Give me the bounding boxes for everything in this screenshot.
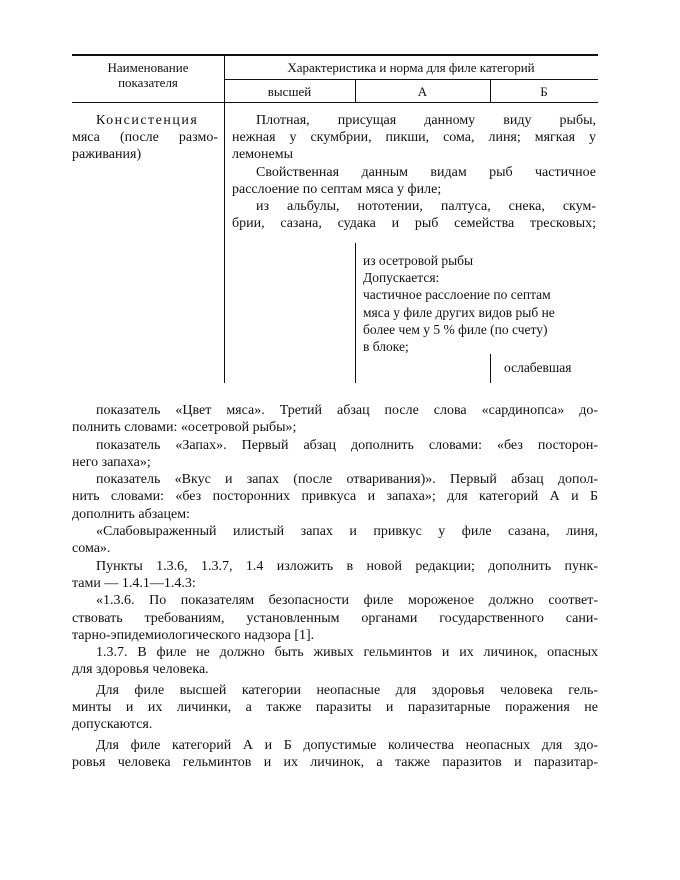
header-divider (224, 79, 598, 80)
text-line: ровья человека гельминтов и их личинок, а также паразитов и паразитар- (72, 754, 598, 770)
row-name-line: мяса (после размо- (72, 130, 218, 146)
row-name (72, 112, 218, 164)
text-line: полнить словами: «осетровой рыбы»; (72, 420, 297, 436)
document-body (72, 402, 598, 771)
text-line: него запаха»; (72, 454, 151, 470)
cell-line: более чем у 5 % филе (по счету) (363, 321, 548, 337)
cell-line: расслоение по септам мяса у филе; (232, 181, 442, 197)
row-name-line: Консистенция (96, 113, 199, 128)
header-text: показателя (118, 75, 178, 90)
text-line: допускаются. (72, 717, 153, 733)
cell-line: брии, сазана, судака и рыб семейства тресковых; (232, 216, 596, 232)
header-category-a: А (417, 84, 428, 99)
text-line: показатель «Запах». Первый абзац дополнить словами: «без посторон- (96, 437, 598, 453)
text-line: показатель «Цвет мяса». Третий абзац после слова «сардинопса» до- (96, 403, 598, 418)
cell-line: частичное расслоение по септам (363, 287, 551, 303)
text-line: Для филе категорий А и Б допустимые количества неопасных для здо- (96, 737, 598, 753)
text-line: «Слабовыраженный илистый запах и привкус у филе сазана, линя, (96, 524, 598, 540)
cell-line: из альбулы, нототении, палтуса, снека, скум- (256, 199, 596, 215)
column-divider (224, 55, 225, 383)
cell-line: Плотная, присущая данному виду рыбы, (256, 113, 596, 128)
cell-line: лемонемы (232, 147, 294, 163)
text-line: Пункты 1.3.6, 1.3.7, 1.4 изложить в новой редакции; дополнить пунк- (96, 558, 598, 574)
column-divider (355, 243, 356, 383)
cell-line: Свойственная данным видам рыб частичное (256, 164, 596, 180)
column-divider (490, 354, 491, 383)
text-line: тарно-эпидемиологического надзора [1]. (72, 627, 315, 643)
text-line: нить словами: «без посторонних привкуса и запаха»; для категорий А и Б (72, 489, 598, 505)
text-line: показатель «Вкус и запах (после отваривания)». Первый абзац допол- (96, 472, 598, 488)
cell-line: нежная у скумбрии, пикши, сома, линя; мягкая у (232, 130, 596, 146)
row-merged-text (232, 112, 596, 232)
cell-line: Допускается: (363, 270, 440, 286)
table-top-rule (72, 54, 598, 56)
header-name-column (72, 60, 224, 90)
header-category-highest: высшей (267, 84, 312, 99)
text-line: «1.3.6. По показателям безопасности филе мороженое должно соответ- (96, 593, 598, 609)
row-name-line: раживания) (72, 147, 142, 163)
row-b-text: ослабевшая (504, 360, 572, 375)
cell-line: в блоке; (363, 339, 409, 355)
header-category-b: Б (540, 84, 548, 99)
row-ab-text (363, 252, 597, 355)
header-text: Наименование (107, 60, 189, 75)
text-line: 1.3.7. В филе не должно быть живых гельминтов и их личинок, опасных (96, 645, 598, 661)
text-line: минты и их личинки, а также паразиты и паразитарные поражения не (72, 700, 598, 716)
cell-line: из осетровой рыбы (363, 253, 474, 268)
header-group: Характеристика и норма для филе категорий (287, 60, 535, 75)
text-line: для здоровья человека. (72, 662, 209, 678)
text-line: сома». (72, 541, 111, 557)
text-line: ствовать требованиям, установленным органами государственного сани- (72, 610, 598, 626)
text-line: тами — 1.4.1—1.4.3: (72, 575, 196, 591)
header-bottom-rule (72, 102, 598, 103)
text-line: Для филе высшей категории неопасные для здоровья человека гель- (96, 682, 598, 698)
cell-line: мяса у филе других видов рыб не (363, 304, 555, 320)
text-line: дополнить абзацем: (72, 506, 190, 522)
